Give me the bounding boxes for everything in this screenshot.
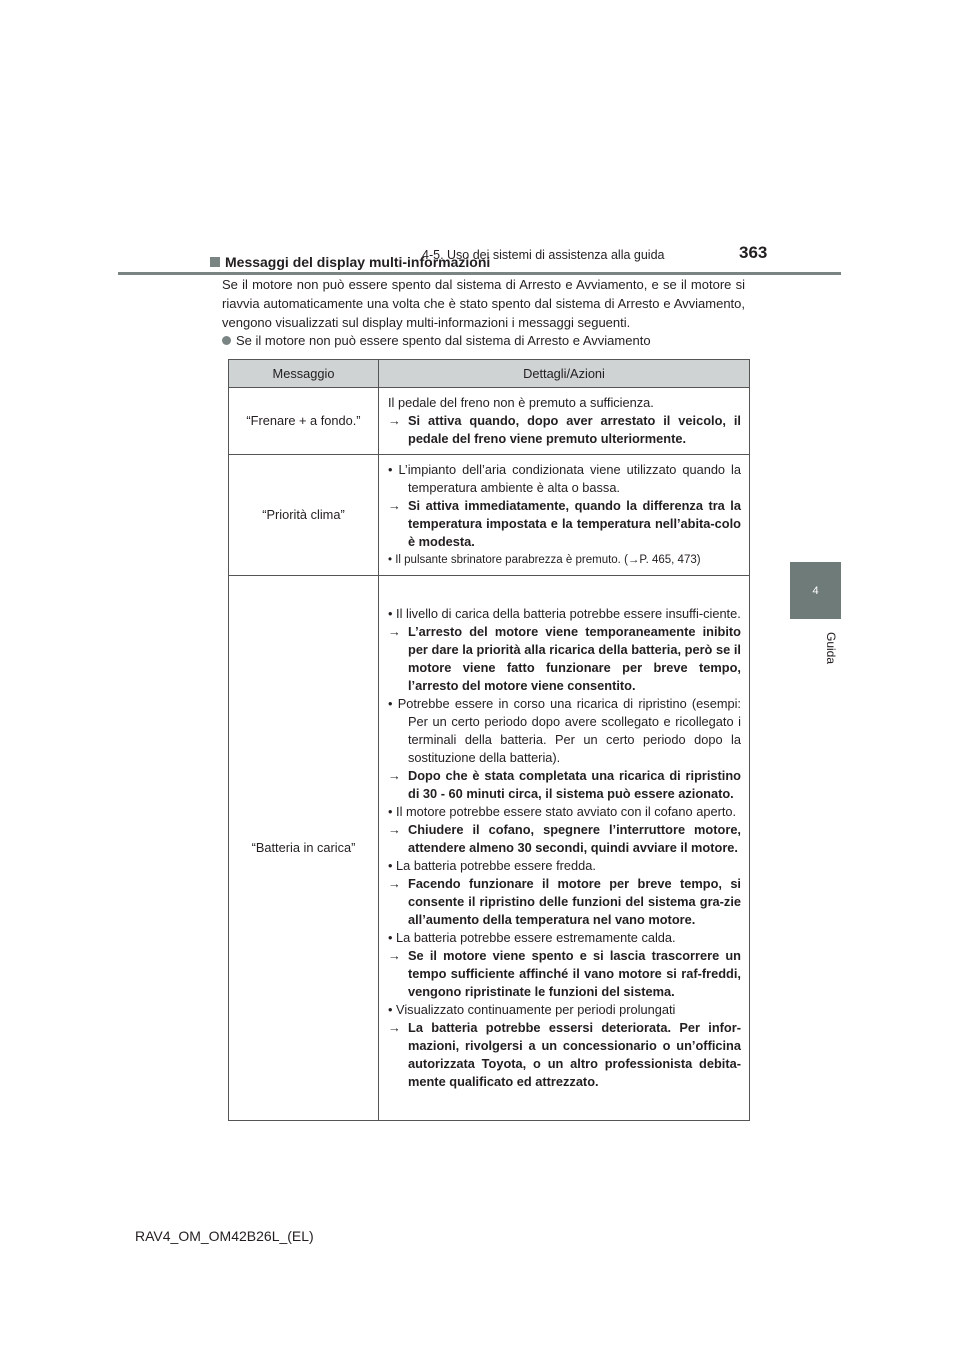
- section-title: 4-5. Uso dei sistemi di assistenza alla guida: [422, 248, 665, 262]
- action-line: [388, 412, 741, 448]
- cause-line: • Il motore potrebbe essere stato avviato con il cofano aperto.: [388, 804, 737, 819]
- arrow-icon: →: [388, 413, 401, 428]
- messages-table: [228, 359, 750, 1121]
- action-line: [388, 497, 741, 551]
- details-cell: [379, 388, 750, 455]
- action-text: Si attiva immediatamente, quando la differenza tra la temperatura impostata e la temperatura nell’abita-colo è modesta.: [408, 498, 741, 549]
- message-cell: “Priorità clima”: [229, 455, 379, 576]
- action-text: La batteria potrebbe essersi deteriorata. Per infor-mazioni, rivolgersi a un concessionario o un’officina autorizzata Toyota, o un altro professionista debita-mente qualificato ed attrezzato.: [408, 1020, 741, 1089]
- action-line: [388, 947, 741, 1001]
- arrow-icon: →: [388, 498, 401, 513]
- action-line: [388, 1019, 741, 1091]
- action-text: Se il motore viene spento e si lascia trascorrere un tempo sufficiente affinché il vano motore si raf-freddi, vengono ripristinate le funzioni del sistema.: [408, 948, 741, 999]
- cause-line: • Potrebbe essere in corso una ricarica di ripristino (esempi: Per un certo periodo dopo avere scollegato e ricollegato i terminali della batteria. Per un certo periodo dopo la sostituzione della batteria).: [388, 696, 741, 765]
- action-line: [388, 875, 741, 929]
- table-row: [229, 576, 750, 1121]
- page-number: 363: [739, 243, 768, 262]
- table-row: [229, 388, 750, 455]
- bullet-item: [222, 332, 742, 349]
- detail-line: Il pedale del freno non è premuto a sufficienza.: [388, 395, 654, 410]
- action-line: [388, 767, 741, 803]
- cause-line: • La batteria potrebbe essere estremamente calda.: [388, 930, 676, 945]
- action-text: Dopo che è stata completata una ricarica di ripristino di 30 - 60 minuti circa, il sistema può essere azionato.: [408, 768, 741, 801]
- table-header-row: [229, 360, 750, 388]
- header-message: Messaggio: [229, 360, 379, 388]
- heading-text: Messaggi del display multi-informazioni: [225, 254, 491, 270]
- cause-line: • Visualizzato continuamente per periodi prolungati: [388, 1002, 676, 1017]
- document-code: RAV4_OM_OM42B26L_(EL): [135, 1228, 314, 1244]
- bullet-text: Se il motore non può essere spento dal sistema di Arresto e Avviamento: [236, 333, 651, 348]
- circle-bullet-icon: [222, 336, 231, 345]
- header-details: Dettagli/Azioni: [379, 360, 750, 388]
- arrow-icon: →: [388, 948, 401, 963]
- details-cell: [379, 576, 750, 1121]
- section-heading: [210, 254, 490, 270]
- cause-line: • L’impianto dell’aria condizionata viene utilizzato quando la temperatura ambiente è alta o bassa.: [388, 462, 741, 495]
- arrow-icon: →: [388, 822, 401, 837]
- table-row: [229, 455, 750, 576]
- arrow-icon: →: [388, 876, 401, 891]
- intro-paragraph: Se il motore non può essere spento dal sistema di Arresto e Avviamento, e se il motore si riavvia automaticamente una volta che è stato spento dal sistema di Arresto e Avviamento, vengono visualizzati sul display multi-informazioni i messaggi seguenti.: [222, 277, 745, 330]
- details-cell: [379, 455, 750, 576]
- message-cell: “Frenare + a fondo.”: [229, 388, 379, 455]
- chapter-number: 4: [812, 584, 819, 597]
- square-bullet-icon: [210, 257, 220, 267]
- chapter-tab: [790, 562, 841, 619]
- cause-line: • La batteria potrebbe essere fredda.: [388, 858, 596, 873]
- cause-line: • Il pulsante sbrinatore parabrezza è premuto. (→P. 465, 473): [388, 554, 701, 566]
- action-line: [388, 623, 741, 695]
- action-text: Chiudere il cofano, spegnere l’interruttore motore, attendere almeno 30 secondi, quindi avviare il motore.: [408, 822, 741, 855]
- arrow-icon: →: [388, 768, 401, 783]
- arrow-icon: →: [388, 1020, 401, 1035]
- action-text: Si attiva quando, dopo aver arrestato il veicolo, il pedale del freno viene premuto ulteriormente.: [408, 413, 741, 446]
- message-cell: “Batteria in carica”: [229, 576, 379, 1121]
- cause-line: • Il livello di carica della batteria potrebbe essere insuffi-ciente.: [388, 606, 741, 621]
- action-text: Facendo funzionare il motore per breve tempo, si consente il ripristino delle funzioni del sistema gra-zie all’aumento della temperatura nel vano motore.: [408, 876, 741, 927]
- action-text: L’arresto del motore viene temporaneamente inibito per dare la priorità alla ricarica della batteria, però se il motore viene fatto funzionare per breve tempo, l’arresto del motore viene consentito.: [408, 624, 741, 693]
- chapter-label: Guida: [824, 632, 838, 665]
- arrow-icon: →: [388, 624, 401, 639]
- action-line: [388, 821, 741, 857]
